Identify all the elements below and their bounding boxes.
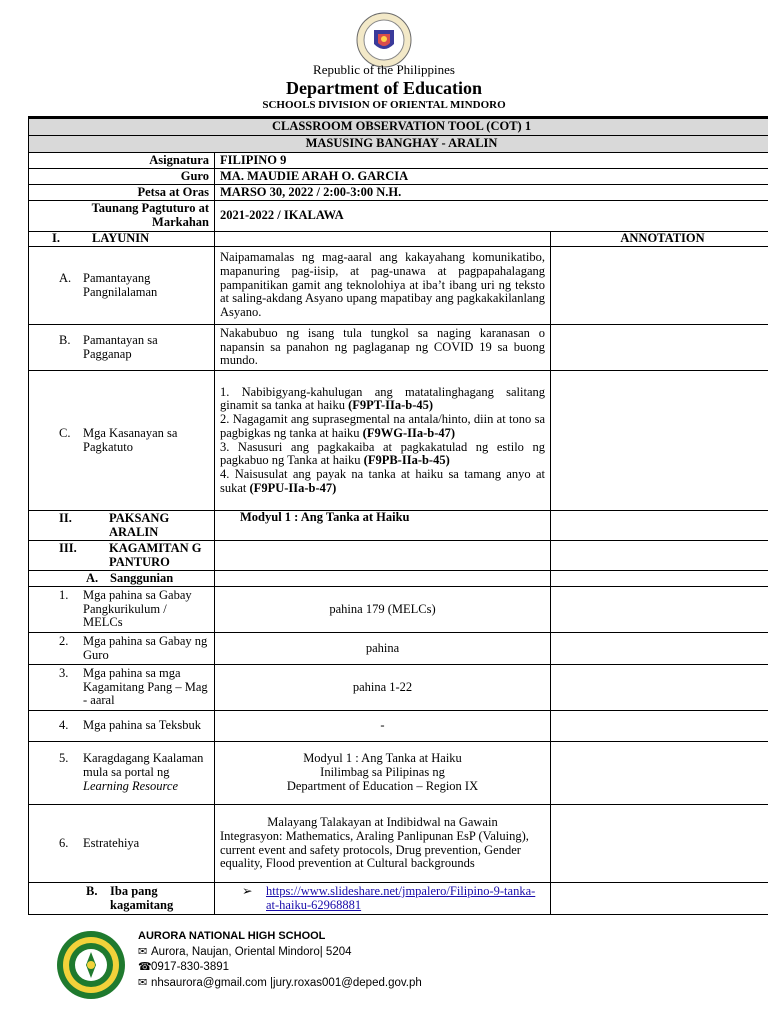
deped-seal-logo xyxy=(356,12,412,68)
competency-item: 2. Nagagamit ang suprasegmental na antala/hinto, diin at tono sa pagbigkas ng tanka at haiku (F9WG-IIa-b-47) xyxy=(220,412,545,440)
info-label: Taunang Pagtuturo at Markahan xyxy=(29,201,215,232)
topic-value: Modyul 1 : Ang Tanka at Haiku xyxy=(215,511,551,541)
info-value: 2021-2022 / IKALAWA xyxy=(215,201,768,232)
competency-item: 3. Nasusuri ang pagkakaiba at pagkakatulad ng estilo ng pagkabuo ng Tanka at haiku (F9PB-IIa-b-45) xyxy=(220,439,545,468)
reference-label: 4. Mga pahina sa Teksbuk xyxy=(29,711,215,742)
sanggunian-label: A. Sanggunian xyxy=(29,571,215,587)
lesson-plan-table xyxy=(28,118,768,915)
section-layunin xyxy=(29,232,215,247)
reference-value: pahina 1-22 xyxy=(215,665,551,711)
arrow-bullet-icon: ➢ xyxy=(242,883,253,898)
reference-label: 2. Mga pahina sa Gabay ng Guro xyxy=(29,633,215,665)
info-value: MARSO 30, 2022 / 2:00-3:00 N.H. xyxy=(215,185,768,201)
strategy-label: 6. Estratehiya xyxy=(29,805,215,883)
objective-c-label: C. Mga Kasanayan sa Pagkatuto xyxy=(29,371,215,511)
school-phone: 0917-830-3891 xyxy=(151,961,230,973)
division-line: SCHOOLS DIVISION OF ORIENTAL MINDORO xyxy=(262,99,506,111)
objective-b-text: Nakabubuo ng isang tula tungkol sa naging karanasan o napansin sa panahon ng paglaganap ng COVID 19 sa buong mundo. xyxy=(215,325,551,371)
section-paksa: II. PAKSANG ARALIN xyxy=(29,511,215,541)
objective-a-label: A. Pamantayang Pangnilalaman xyxy=(29,247,215,325)
school-address: Aurora, Naujan, Oriental Mindoro| 5204 xyxy=(151,945,352,958)
section-number: I. xyxy=(52,231,60,246)
info-value: FILIPINO 9 xyxy=(215,153,768,169)
envelope-icon: ✉ xyxy=(138,976,148,989)
annotation-cell xyxy=(551,371,768,511)
annotation-cell xyxy=(551,247,768,325)
objective-b-label: B. Pamantayan sa Pagganap xyxy=(29,325,215,371)
lesson-plan-subtitle: MASUSING BANGHAY - ARALIN xyxy=(29,136,768,153)
annotation-header: ANNOTATION xyxy=(551,232,768,247)
mail-icon: ✉ xyxy=(138,945,148,958)
reference-label: 1. Mga pahina sa Gabay Pangkurikulum / MELCs xyxy=(29,587,215,633)
annotation-cell xyxy=(551,511,768,541)
school-email: nhsaurora@gmail.com |jury.roxas001@deped.gov.ph xyxy=(151,976,422,989)
competency-item: 4. Naisusulat ang payak na tanka at haiku sa tamang anyo at sukat (F9PU-IIa-b-47) xyxy=(220,467,545,495)
other-materials-label: B. Iba pang kagamitang xyxy=(29,883,215,915)
info-label: Asignatura xyxy=(29,153,215,169)
info-label: Guro xyxy=(29,169,215,185)
phone-icon: ☎ xyxy=(138,961,152,973)
reference-value: Modyul 1 : Ang Tanka at Haiku Inilimbag sa Pilipinas ng Department of Education – Region IX xyxy=(215,742,551,805)
reference-value: - xyxy=(215,711,551,742)
reference-value: pahina 179 (MELCs) xyxy=(215,587,551,633)
cot-title: CLASSROOM OBSERVATION TOOL (COT) 1 xyxy=(29,119,768,136)
section-label: LAYUNIN xyxy=(92,231,150,246)
section-kagamitan: III. KAGAMITAN G PANTURO xyxy=(29,541,215,571)
strategy-value: Malayang Talakayan at Indibidwal na Gawain Integrasyon: Mathematics, Araling Panlipunan EsP (Valuing), current event and safety protocols, Drug prevention, Gender equality, Flood prevention at Cultural backgrounds xyxy=(215,805,551,883)
competencies-list xyxy=(215,371,551,511)
school-contact xyxy=(138,929,422,991)
info-label: Petsa at Oras xyxy=(29,185,215,201)
competency-item: 1. Nabibigyang-kahulugan ang matatalinghagang salitang ginamit sa tanka at haiku (F9PT-IIa-b-45) xyxy=(220,384,545,413)
reference-value: pahina xyxy=(215,633,551,665)
info-value: MA. MAUDIE ARAH O. GARCIA xyxy=(215,169,768,185)
school-logo xyxy=(56,930,126,1000)
annotation-cell xyxy=(551,325,768,371)
reference-label: 3. Mga pahina sa mga Kagamitang Pang – Mag - aaral xyxy=(29,665,215,711)
republic-line: Republic of the Philippines xyxy=(313,62,455,77)
school-name: AURORA NATIONAL HIGH SCHOOL xyxy=(138,930,326,942)
department-title: Department of Education xyxy=(286,78,482,98)
objective-a-text: Naipamamalas ng mag-aaral ang kakayahang komunikatibo, mapanuring pag-iisip, at pag-unawa at pagpapahalagang pampanitikan gamit ang teknolohiya at iba’t ibang uri ng teksto at saling-akdang Asyano upang mapatibay ang pagkakakilanlang Asyano. xyxy=(215,247,551,325)
other-materials-value xyxy=(215,883,551,915)
slideshare-link[interactable]: https://www.slideshare.net/jmpalero/Filipino-9-tanka-at-haiku-62968881 xyxy=(266,883,536,912)
reference-label: 5. Karagdagang Kaalaman mula sa portal ng Learning Resource xyxy=(29,742,215,805)
